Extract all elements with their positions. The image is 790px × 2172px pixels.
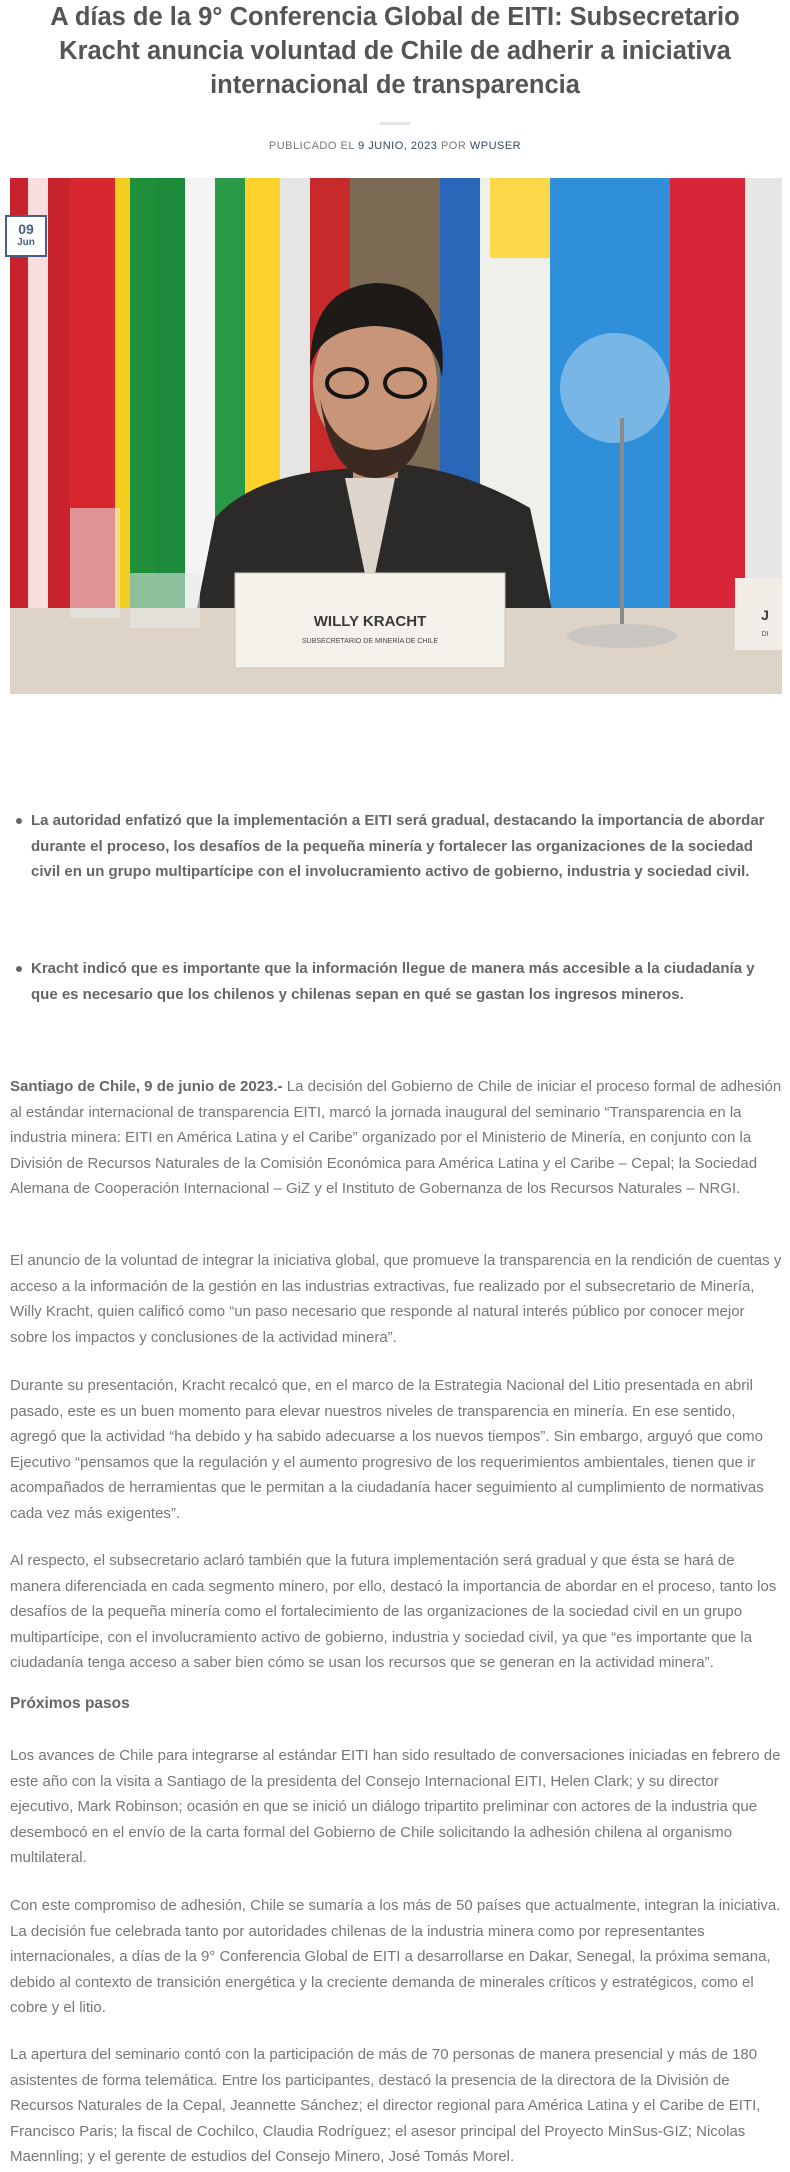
body-paragraph: El anuncio de la voluntad de integrar la iniciativa global, que promueve la transparencia en la rendición de cuentas y acceso a la información de la gestión en las industrias extractivas, fue realizado por el subsecretario de Minería, Willy Kracht, quien calificó como “un paso necesario que responde al natural interés público por conocer mejor sobre los impactos y conclusiones de la actividad minera”.: [10, 1252, 782, 1346]
body-paragraph: Al respecto, el subsecretario aclaró también que la futura implementación será gradual y que ésta se hará de manera diferenciada en cada segmento minero, por ello, destacó la importancia de abordar en el proceso, tanto los desafíos de la pequeña minería como el fortalecimiento de las organizaciones de la sociedad civil en un grupo multipartícipe, con el involucramiento activo de gobierno, industria y sociedad civil, ya que “es importante que la ciudadanía tenga acceso a saber bien cómo se usan los recursos que se generan en la actividad minera”.: [10, 1552, 777, 1672]
body-paragraph: Con este compromiso de adhesión, Chile se sumaría a los más de 50 países que actualmente, integran la iniciativa. La decisión fue celebrada tanto por autoridades chilenas de la industria minera como por representantes internacionales, a días de la 9° Conferencia Global de EITI a desarrollarse en Dakar, Senegal, la próxima semana, debido al contexto de transición energética y la creciente demanda de minerales críticos y estratégicos, como el cobre y el litio.: [10, 1897, 781, 2017]
date-badge: [5, 215, 47, 257]
lead-paragraph: [10, 1074, 785, 1202]
date-badge-day: 09: [18, 221, 34, 237]
body-paragraph: Durante su presentación, Kracht recalcó que, en el marco de la Estrategia Nacional del Litio presentada en abril pasado, este es un buen momento para elevar nuestros niveles de transparencia en minería. En ese sentido, agregó que la actividad “ha debido y ha sabido adecuarse a los nuevos tiempos”. Sin embargo, arguyó que como Ejecutivo “pensamos que la regulación y el aumento progresivo de los requerimientos ambientales, tienen que ir acompañados de herramientas que le permitan a la ciudadanía hacer seguimiento al cumplimiento de normativas cada vez más exigentes”.: [10, 1377, 764, 1522]
nameplate2-sub: DI: [761, 631, 769, 638]
byline-author-link[interactable]: WPUSER: [469, 140, 522, 152]
byline-prefix: PUBLICADO EL: [268, 140, 355, 152]
byline-date-link[interactable]: 9 JUNIO, 2023: [358, 140, 438, 152]
nameplate-title: SUBSECRETARIO DE MINERÍA DE CHILE: [301, 638, 439, 645]
title-divider: [380, 122, 410, 125]
summary-bullet: Kracht indicó que es importante que la información llegue de manera más accesible a la ciudadanía y que es necesario que los chilenos y chilenas sepan en qué se gastan los ingresos mineros.: [14, 956, 776, 1007]
byline-by: POR: [440, 140, 467, 152]
nameplate-name: WILLY KRACHT: [313, 613, 427, 630]
section-heading: Próximos pasos: [10, 1695, 130, 1712]
lead-dateline: Santiago de Chile, 9 de junio de 2023.-: [10, 1078, 283, 1095]
nameplate2-initial: J: [761, 607, 769, 623]
date-badge-month: Jun: [17, 237, 35, 248]
body-paragraph: La apertura del seminario contó con la participación de más de 70 personas de manera presencial y más de 180 asistentes de forma telemática. Entre los participantes, destacó la presencia de la directora de la División de Recursos Naturales de la Cepal, Jeannette Sánchez; el director regional para América Latina y el Caribe de EITI, Francisco Paris; la fiscal de Cochilco, Claudia Rodríguez; el asesor principal del Proyecto MinSus-GIZ; Nicolas Maennling; y el gerente de estudios del Consejo Minero, José Tomás Morel.: [10, 2046, 761, 2166]
summary-bullet: La autoridad enfatizó que la implementación a EITI será gradual, destacando la importancia de abordar durante el proceso, los desafíos de la pequeña minería y fortalecer las organizaciones de la sociedad civil en un grupo multipartícipe con el involucramiento activo de gobierno, industria y sociedad civil.: [14, 808, 776, 885]
article-byline: [0, 140, 790, 152]
lead-text: La decisión del Gobierno de Chile de iniciar el proceso formal de adhesión al estándar internacional de transparencia EITI, marcó la jornada inaugural del seminario “Transparencia en la industria minera: EITI en América Latina y el Caribe” organizado por el Ministerio de Minería, en conjunto con la División de Recursos Naturales de la Comisión Económica para América Latina y el Caribe – Cepal; la Sociedad Alemana de Cooperación Internacional – GiZ y el Instituto de Gobernanza de los Recursos Naturales – NRGI.: [10, 1078, 782, 1198]
article-title: A días de la 9° Conferencia Global de EITI: Subsecretario Kracht anuncia voluntad de Chile de adherir a iniciativa internacional de transparencia: [50, 3, 740, 99]
featured-image: [10, 178, 782, 694]
body-paragraph: Los avances de Chile para integrarse al estándar EITI han sido resultado de conversaciones iniciadas en febrero de este año con la visita a Santiago de la presidenta del Consejo Internacional EITI, Helen Clark; y su director ejecutivo, Mark Robinson; ocasión en que se inició un diálogo tripartito preliminar con actores de la industria que desembocó en el envío de la carta formal del Gobierno de Chile solicitando la adhesión chilena al organismo multilateral.: [10, 1747, 781, 1867]
